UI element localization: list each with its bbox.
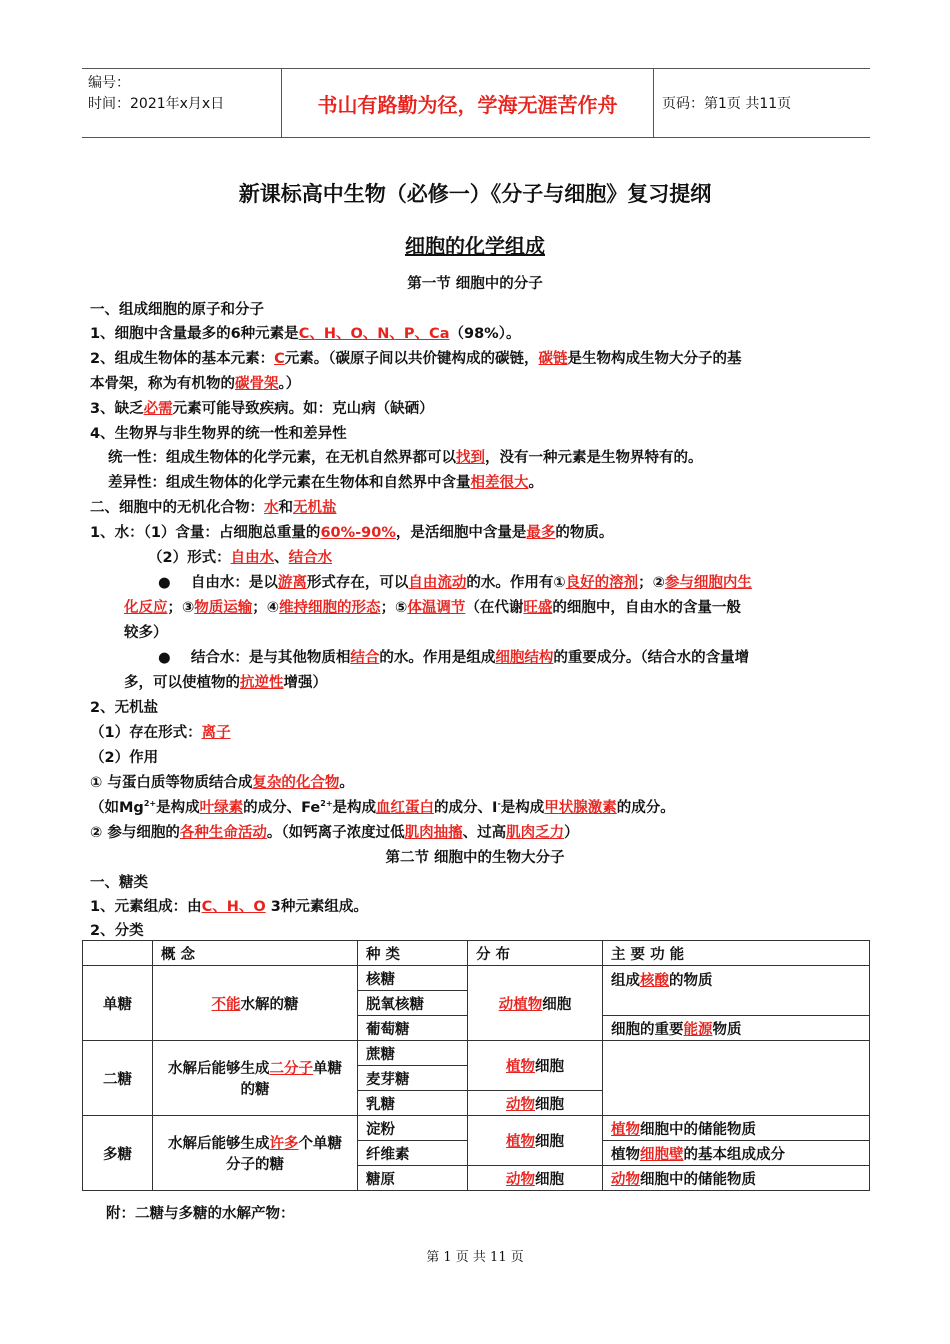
free-water-cont: 化反应；③物质运输；④维持细胞的形态；⑤体温调节（在代谢旺盛的细胞中，自由水的含量一般 <box>124 600 741 616</box>
section-2-title: 第二节 细胞中的生物大分子 <box>385 850 565 866</box>
bullet-icon: ● <box>158 650 191 666</box>
line-salt-function: （2）作用 <box>90 750 159 766</box>
bullet-free-water: ● 自由水：是以游离形式存在，可以自由流动的水。作用有①良好的溶剂；②参与细胞内生 <box>158 575 752 591</box>
line-sugar-classification: 2、分类 <box>90 923 144 939</box>
poly-concept: 水解后能够生成许多个单糖分子的糖 <box>153 1116 358 1191</box>
heading-atoms: 一、组成细胞的原子和分子 <box>90 302 264 318</box>
header-concept: 概 念 <box>153 941 358 966</box>
mono-function-1: 组成核酸的物质 <box>603 966 870 1016</box>
line-salt-activities: ② 参与细胞的各种生命活动。（如钙离子浓度过低肌肉抽搐、过高肌肉乏力） <box>90 825 579 841</box>
header-function: 主 要 功 能 <box>603 941 870 966</box>
line-salt-compound: ① 与蛋白质等物质结合成复杂的化合物。 <box>90 775 354 791</box>
table-row: 糖原 动物细胞 动物细胞中的储能物质 <box>83 1166 870 1191</box>
bullet-bound-water: ● 结合水：是与其他物质相结合的水。作用是组成细胞结构的重要成分。（结合水的含量增 <box>158 650 750 666</box>
header-number: 编号： <box>88 75 130 91</box>
line-appendix: 附：二糖与多糖的水解产物： <box>106 1206 295 1222</box>
di-concept: 水解后能够生成二分子单糖的糖 <box>153 1041 358 1116</box>
section-1-title: 第一节 细胞中的分子 <box>407 276 543 292</box>
heading-inorganic: 二、细胞中的无机化合物：水和无机盐 <box>90 500 337 516</box>
line-unity-diversity: 4、生物界与非生物界的统一性和差异性 <box>90 426 347 442</box>
line-basic-element: 2、组成生物体的基本元素：C元素。（碳原子间以共价键构成的碳链，碳链是生物构成生物大分子的基 <box>90 351 742 367</box>
header-page-info: 页码：第1页 共11页 <box>662 96 792 112</box>
table-row: 纤维素 植物细胞壁的基本组成成分 <box>83 1141 870 1166</box>
poly-name: 多糖 <box>83 1116 153 1191</box>
bullet-icon: ● <box>158 575 191 591</box>
table-row: 葡萄糖 细胞的重要能源物质 <box>83 1016 870 1041</box>
line-difference: 差异性：组成生物体的化学元素在生物体和自然界中含量相差很大。 <box>108 475 543 491</box>
table-row: 二糖 水解后能够生成二分子单糖的糖 蔗糖 植物细胞 <box>83 1041 870 1066</box>
line-water-forms: （2）形式：自由水、结合水 <box>148 550 333 566</box>
line-salt-examples: （如$Mg^{2+}$是构成叶绿素的成分、$Fe^{2+}$是构成血红蛋白的成分、I-是构成甲状腺激素的成分。 <box>90 799 675 816</box>
header-kind: 种 类 <box>358 941 468 966</box>
mono-distribution: 动植物细胞 <box>468 966 603 1041</box>
table-row: 脱氧核糖 <box>83 991 870 1016</box>
mono-function-2: 细胞的重要能源物质 <box>603 1016 870 1041</box>
table-row: 多糖 水解后能够生成许多个单糖分子的糖 淀粉 植物细胞 植物细胞中的储能物质 <box>83 1116 870 1141</box>
table-row: 单糖 不能水解的糖 核糖 动植物细胞 组成核酸的物质 <box>83 966 870 991</box>
page-header <box>82 68 870 138</box>
line-water-content: 1、水：（1）含量：占细胞总重量的60%-90%，是活细胞中含量是最多的物质。 <box>90 525 614 541</box>
table-header-row <box>83 941 870 966</box>
free-water-cont2: 较多） <box>124 625 168 641</box>
line-basic-element-cont: 本骨架，称为有机物的碳骨架。） <box>90 376 301 392</box>
line-unity: 统一性：组成生物体的化学元素，在无机自然界都可以找到，没有一种元素是生物界特有的。 <box>108 450 703 466</box>
heading-salts: 2、无机盐 <box>90 700 159 716</box>
line-salt-form: （1）存在形式：离子 <box>90 725 231 741</box>
line-deficiency: 3、缺乏必需元素可能导致疾病。如：克山病（缺硒） <box>90 401 434 417</box>
table-row: 乳糖 动物细胞 <box>83 1091 870 1116</box>
heading-sugars: 一、糖类 <box>90 875 148 891</box>
header-motto: 书山有路勤为径，学海无涯苦作舟 <box>282 69 654 137</box>
mono-name: 单糖 <box>83 966 153 1041</box>
header-time: 时间：2021年x月x日 <box>88 96 225 112</box>
sugar-classification-table <box>82 940 870 1191</box>
chapter-title: 细胞的化学组成 <box>405 234 545 258</box>
header-meta <box>82 69 282 137</box>
bound-water-cont: 多，可以使植物的抗逆性增强） <box>124 675 327 691</box>
di-name: 二糖 <box>83 1041 153 1116</box>
main-title: 新课标高中生物（必修一）《分子与细胞》复习提纲 <box>238 182 712 206</box>
line-six-elements: 1、细胞中含量最多的6种元素是C、H、O、N、P、Ca（98%）。 <box>90 326 521 342</box>
mono-concept: 不能水解的糖 <box>153 966 358 1041</box>
page-footer: 第 1 页 共 11 页 <box>426 1250 524 1265</box>
header-distribution: 分 布 <box>468 941 603 966</box>
line-sugar-elements: 1、元素组成：由C、H、O 3种元素组成。 <box>90 899 368 915</box>
table-row: 麦芽糖 <box>83 1066 870 1091</box>
